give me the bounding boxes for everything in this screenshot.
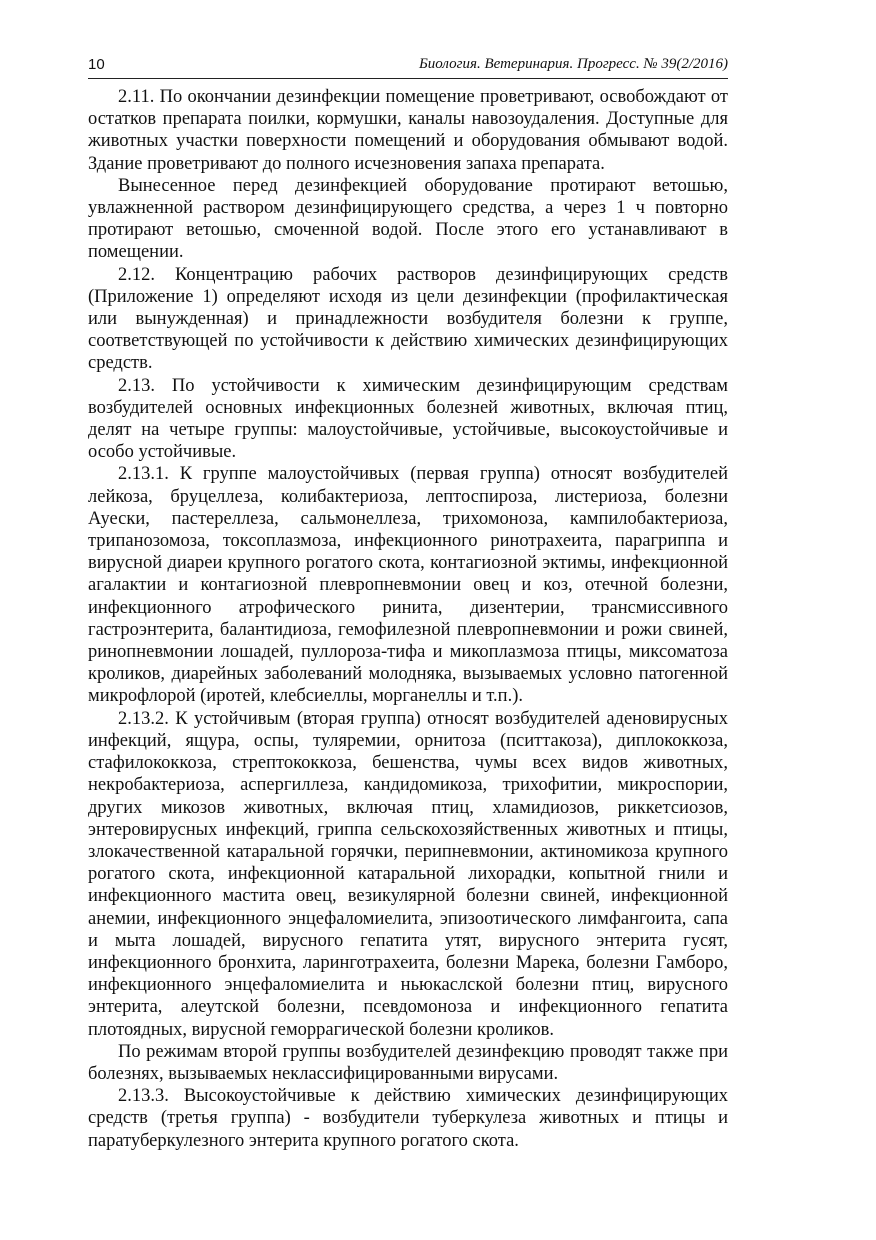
- paragraph-2-13-1: 2.13.1. К группе малоустойчивых (первая группа) относят возбудителей лейкоза, бруцеллеза, колибактериоза, лептоспироза, листериоза, болезни Ауески, пастереллеза, сальмонеллеза, трихомоноза, кампилобактериоза, трипанозомоза, токсоплазмоза, инфекционного ринотрахеита, парагриппа и вирусной диареи крупного рогатого скота, контагиозной эктимы, инфекционной агалактии и контагиозной плевропневмонии овец и коз, отечной болезни, инфекционного атрофического ринита, дизентерии, трансмиссивного гастроэнтерита, балантидиоза, гемофилезной плевропневмонии и рожи свиней, ринопневмонии лошадей, пуллороза-тифа и микоплазмоза птицы, миксоматоза кроликов, диарейных заболеваний молодняка, вызываемых условно патогенной микрофлорой (иротей, клебсиеллы, морганеллы и т.п.).: [88, 464, 728, 707]
- body-text: [88, 86, 728, 1152]
- paragraph-2-12: 2.12. Концентрацию рабочих растворов дезинфицирующих средств (Приложение 1) определяют исходя из цели дезинфекции (профилактическая или вынужденная) и принадлежности возбудителя болезни к группе, соответствующей по устойчивости к действию химических дезинфицирующих средств.: [88, 264, 728, 374]
- paragraph-2-13-2: 2.13.2. К устойчивым (вторая группа) относят возбудителей аденовирусных инфекций, ящура, оспы, туляремии, орнитоза (пситтакоза), диплококкоза, стафилококкоза, стрептококкоза, бешенства, чумы всех видов животных, некробактериоза, аспергиллеза, кандидомикоза, трихофитии, микроспории, других микозов животных, включая птиц, хламидиозов, риккетсиозов, энтеровирусных инфекций, гриппа сельскохозяйственных животных и птицы, злокачественной катаральной горячки, перипневмонии, актиномикоза крупного рогатого скота, инфекционной катаральной лихорадки, копытной гнили и инфекционного мастита овец, везикулярной болезни свиней, инфекционной анемии, инфекционного энцефаломиелита, эпизоотического лимфангоита, сапа и мыта лошадей, вирусного гепатита утят, вирусного энтерита гусят, инфекционного бронхита, ларинготрахеита, болезни Марека, болезни Гамборо, инфекционного энцефаломиелита и ньюкаслской болезни птиц, вирусного энтерита, алеутской болезни, псевдомоноза и инфекционного гепатита плотоядных, вирусной геморрагической болезни кроликов.: [88, 708, 728, 1040]
- paragraph-2-13: 2.13. По устойчивости к химическим дезинфицирующим средствам возбудителей основных инфекционных болезней животных, включая птиц, делят на четыре группы: малоустойчивые, устойчивые, высокоустойчивые и особо устойчивые.: [88, 375, 728, 463]
- paragraph-2-13-3: 2.13.3. Высокоустойчивые к действию химических дезинфицирующих средств (третья группа) - возбудители туберкулеза животных и птицы и паратуберкулезного энтерита крупного рогатого скота.: [88, 1086, 728, 1151]
- paragraph-equipment: Вынесенное перед дезинфекцией оборудование протирают ветошью, увлажненной раствором дезинфицирующего средства, а через 1 ч повторно протирают ветошью, смоченной водой. После этого его устанавливают в помещении.: [88, 175, 728, 263]
- journal-title: Биология. Ветеринария. Прогресс. № 39(2/2016): [418, 56, 728, 72]
- paragraph-second-group-regimes: По режимам второй группы возбудителей дезинфекцию проводят также при болезнях, вызываемых неклассифицированными вирусами.: [88, 1041, 728, 1084]
- running-header: [88, 56, 728, 79]
- page-number: 10: [88, 56, 105, 73]
- paragraph-2-11: 2.11. По окончании дезинфекции помещение проветривают, освобождают от остатков препарата поилки, кормушки, каналы навозоудаления. Доступные для животных участки поверхности помещений и оборудования обмывают водой. Здание проветривают до полного исчезновения запаха препарата.: [88, 87, 728, 174]
